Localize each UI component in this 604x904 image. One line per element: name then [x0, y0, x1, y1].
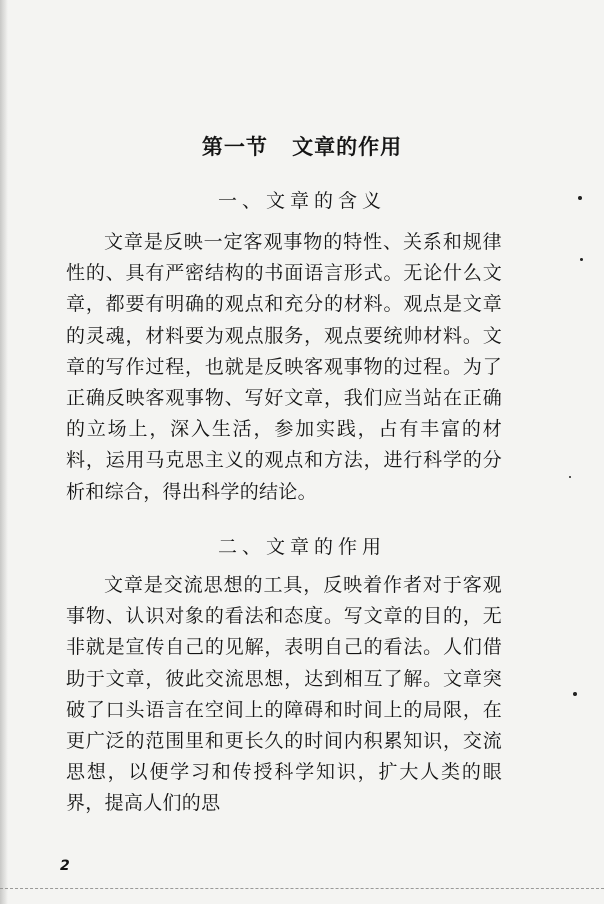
section-title: 第一节 文章的作用	[201, 135, 403, 159]
paragraph-role: 文章是交流思想的工具，反映着作者对于客观事物、认识对象的看法和态度。写文章的目的，无非就是宣传自己的见解，表明自己的看法。人们借助于文章，彼此交流思想，达到相互了解。文章突破了口头语言在空间上的障碍和时间上的局限，在更广泛的范围里和更长久的时间内积累知识，交流思想，以便学习和传授科学知识，扩大人类的眼界，提高人们的思	[66, 574, 502, 815]
scan-speck	[573, 692, 577, 696]
scan-speck	[580, 258, 583, 261]
subsection-heading-meaning: 一、文章的含义	[217, 190, 386, 212]
subsection-heading-role: 二、文章的作用	[217, 536, 386, 558]
paragraph-meaning: 文章是反映一定客观事物的特性、关系和规律性的、具有严密结构的书面语言形式。无论什么文章，都要有明确的观点和充分的材料。观点是文章的灵魂，材料要为观点服务，观点要统帅材料。文章的写作过程，也就是反映客观事物的过程。为了正确反映客观事物、写好文章，我们应当站在正确的立场上，深入生活，参加实践，占有丰富的材料，运用马克思主义的观点和方法，进行科学的分析和综合，得出科学的结论。	[66, 231, 502, 503]
page-bottom-rule	[0, 888, 604, 889]
page-number: 2	[60, 858, 70, 874]
scan-speck	[578, 196, 582, 200]
scan-speck	[569, 476, 571, 478]
